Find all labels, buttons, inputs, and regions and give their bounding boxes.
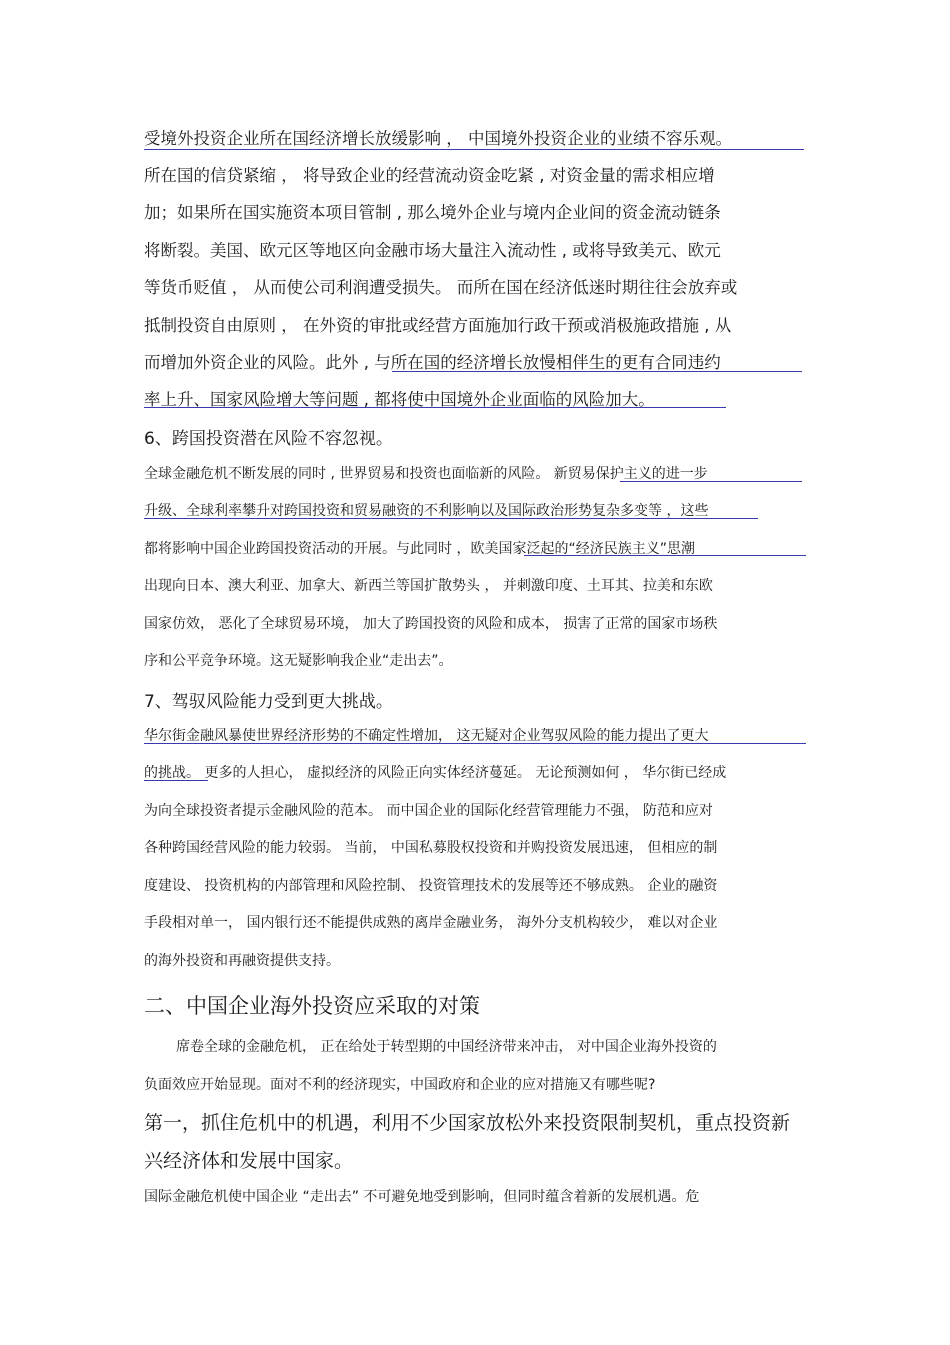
section-heading: 6、跨国投资潜在风险不容忽视。	[144, 429, 393, 449]
paragraph-line: 等货币贬值 ， 从而使公司利润遭受损失。 而所在国在经济低迷时期往往会放弃或	[144, 278, 738, 297]
underline-mark	[144, 407, 726, 408]
paragraph-line: 都将影响中国企业跨国投资活动的开展。与此同时 ，欧美国家泛起的“经济民族主义”思潮	[144, 541, 695, 557]
paragraph-line: 将断裂。美国、欧元区等地区向金融市场大量注入流动性 , 或将导致美元、欧元	[144, 241, 721, 260]
underline-mark	[144, 780, 208, 781]
paragraph-line: 抵制投资自由原则 ， 在外资的审批或经营方面施加行政干预或消极施政措施 , 从	[144, 316, 732, 335]
subsection-heading: 第一，抓住危机中的机遇，利用不少国家放松外来投资限制契机，重点投资新	[144, 1112, 791, 1134]
paragraph-line: 出现向日本、澳大利亚、加拿大、新西兰等国扩散势头 ， 并刺激印度、土耳其、拉美和东欧	[144, 578, 713, 594]
underline-mark	[524, 555, 806, 556]
paragraph-line: 负面效应开始显现。面对不利的经济现实，中国政府和企业的应对措施又有哪些呢?	[144, 1077, 656, 1093]
paragraph-line: 而增加外资企业的风险。此外 , 与所在国的经济增长放慢相伴生的更有合同违约	[144, 353, 721, 372]
paragraph-line: 升级、全球利率攀升对跨国投资和贸易融资的不利影响以及国际政治形势复杂多变等 ，这些	[144, 503, 709, 519]
paragraph-line: 的海外投资和再融资提供支持。	[144, 953, 340, 969]
paragraph-line: 所在国的信贷紧缩 ， 将导致企业的经营流动资金吃紧 , 对资金量的需求相应增	[144, 166, 715, 185]
underline-mark	[620, 481, 802, 482]
underline-mark	[144, 149, 804, 150]
subsection-heading: 兴经济体和发展中国家。	[144, 1150, 354, 1172]
paragraph-line: 为向全球投资者提示金融风险的范本。 而中国企业的国际化经营管理能力不强， 防范和应对	[144, 803, 713, 819]
underline-mark	[144, 743, 806, 744]
paragraph-line: 全球金融危机不断发展的同时 , 世界贸易和投资也面临新的风险。 新贸易保护主义的进一步	[144, 466, 708, 482]
paragraph-line: 加；如果所在国实施资本项目管制 , 那么境外企业与境内企业间的资金流动链条	[144, 203, 721, 222]
paragraph-line: 手段相对单一， 国内银行还不能提供成熟的离岸金融业务， 海外分支机构较少， 难以对企业	[144, 915, 718, 931]
paragraph-line: 华尔街金融风暴使世界经济形势的不确定性增加， 这无疑对企业驾驭风险的能力提出了更大	[144, 728, 709, 744]
paragraph-line: 的挑战。 更多的人担心， 虚拟经济的风险正向实体经济蔓延。 无论预测如何 ， 华尔街已经成	[144, 765, 727, 781]
paragraph-line: 序和公平竞争环境。这无疑影响我企业“走出去”。	[144, 653, 453, 669]
paragraph-line: 各种跨国经营风险的能力较弱。 当前， 中国私募股权投资和并购投资发展迅速， 但相应的制	[144, 840, 718, 856]
paragraph-line: 度建设、 投资机构的内部管理和风险控制、 投资管理技术的发展等还不够成熟。 企业的融资	[144, 878, 718, 894]
paragraph-line: 国家仿效， 恶化了全球贸易环境， 加大了跨国投资的风险和成本， 损害了正常的国家市场秩	[144, 616, 718, 632]
underline-mark	[392, 371, 802, 372]
paragraph-line: 率上升、国家风险增大等问题 , 都将使中国境外企业面临的风险加大。	[144, 390, 655, 409]
underline-mark	[144, 518, 758, 519]
paragraph-line: 受境外投资企业所在国经济增长放缓影响 ， 中国境外投资企业的业绩不容乐观。	[144, 129, 732, 148]
paragraph-line: 国际金融危机使中国企业 “走出去” 不可避免地受到影响，但同时蕴含着新的发展机遇。危	[144, 1189, 700, 1205]
paragraph-line: 席卷全球的金融危机， 正在给处于转型期的中国经济带来冲击， 对中国企业海外投资的	[176, 1039, 717, 1055]
section-heading: 7、驾驭风险能力受到更大挑战。	[144, 692, 393, 712]
section-title: 二、中国企业海外投资应采取的对策	[144, 994, 480, 1018]
